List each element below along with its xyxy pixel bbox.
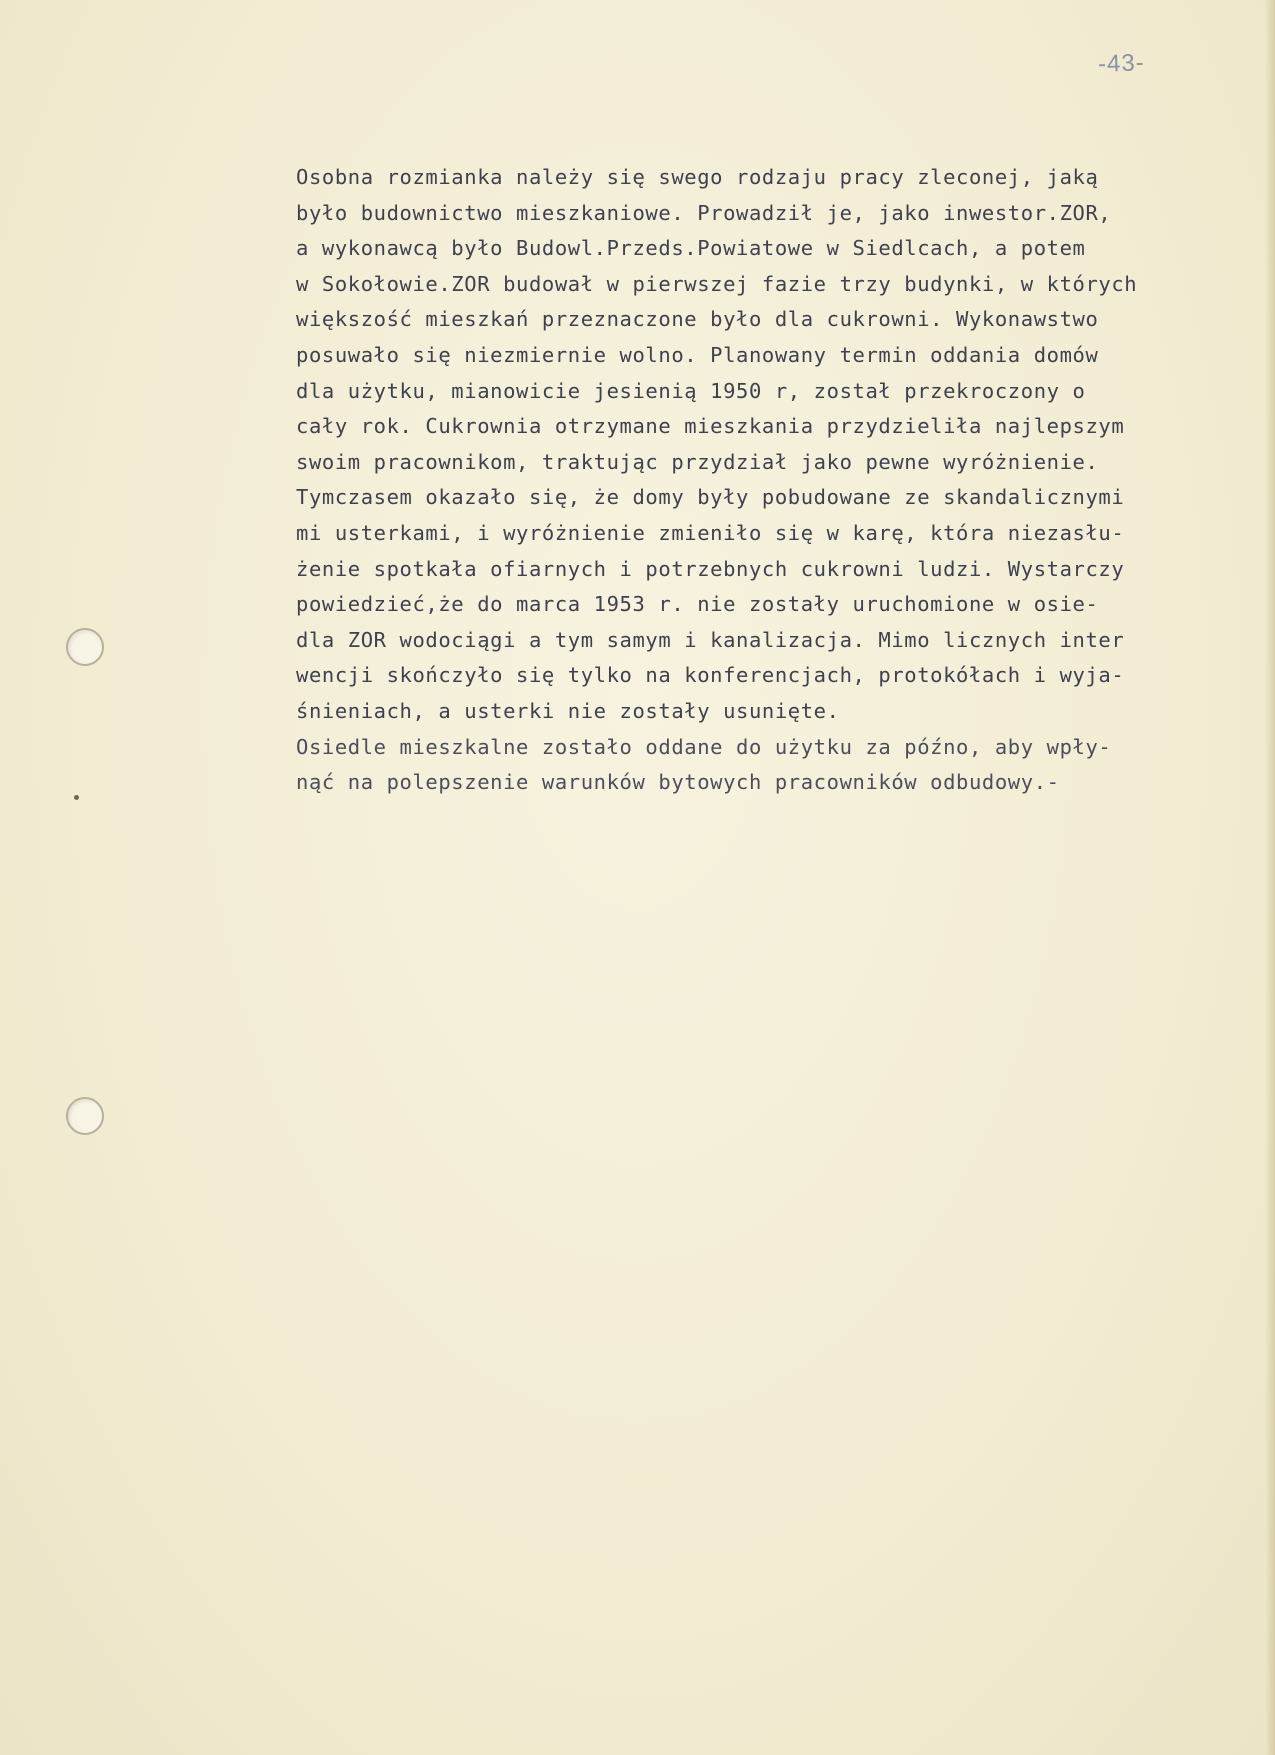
text-line: śnieniach, a usterki nie zostały usunięte. [296, 698, 840, 723]
text-line: było budownictwo mieszkaniowe. Prowadził je, jako inwestor.ZOR, [296, 200, 1112, 225]
text-line: w Sokołowie.ZOR budował w pierwszej fazie trzy budynki, w których [296, 271, 1138, 296]
text-line: mi usterkami, i wyróżnienie zmieniło się w karę, która niezasłu- [296, 520, 1125, 545]
text-line: Tymczasem okazało się, że domy były pobudowane ze skandalicznymi [296, 485, 1125, 510]
text-line: powiedzieć,że do marca 1953 r. nie zostały uruchomione w osie- [296, 592, 1099, 617]
punch-hole-upper [66, 628, 104, 666]
page-number: -43- [1097, 49, 1146, 78]
text-line: swoim pracownikom, traktując przydział jako pewne wyróżnienie. [296, 449, 1099, 474]
text-line: większość mieszkań przeznaczone było dla cukrowni. Wykonawstwo [296, 307, 1099, 332]
ink-dot [74, 795, 79, 800]
text-line: wencji skończyło się tylko na konferencjach, protokółach i wyja- [296, 663, 1125, 688]
text-line: nąć na polepszenie warunków bytowych pracowników odbudowy.- [296, 770, 1060, 795]
text-line: dla ZOR wodociągi a tym samym i kanalizacja. Mimo licznych inter [296, 627, 1125, 652]
text-line: cały rok. Cukrownia otrzymane mieszkania przydzieliła najlepszym [296, 414, 1125, 439]
text-line: dla użytku, mianowicie jesienią 1950 r, został przekroczony o [296, 378, 1086, 403]
text-line: Osiedle mieszkalne zostało oddane do użytku za późno, aby wpły- [296, 734, 1112, 759]
text-line: Osobna rozmianka należy się swego rodzaju pracy zleconej, jaką [296, 165, 1099, 189]
text-line: posuwało się niezmiernie wolno. Planowany termin oddania domów [296, 342, 1099, 367]
typed-paragraph [296, 160, 1266, 801]
text-line: a wykonawcą było Budowl.Przeds.Powiatowe w Siedlcach, a potem [296, 236, 1086, 261]
page-edge-shadow [1265, 0, 1275, 1755]
punch-hole-lower [66, 1097, 104, 1135]
text-line: żenie spotkała ofiarnych i potrzebnych cukrowni ludzi. Wystarczy [296, 556, 1125, 581]
